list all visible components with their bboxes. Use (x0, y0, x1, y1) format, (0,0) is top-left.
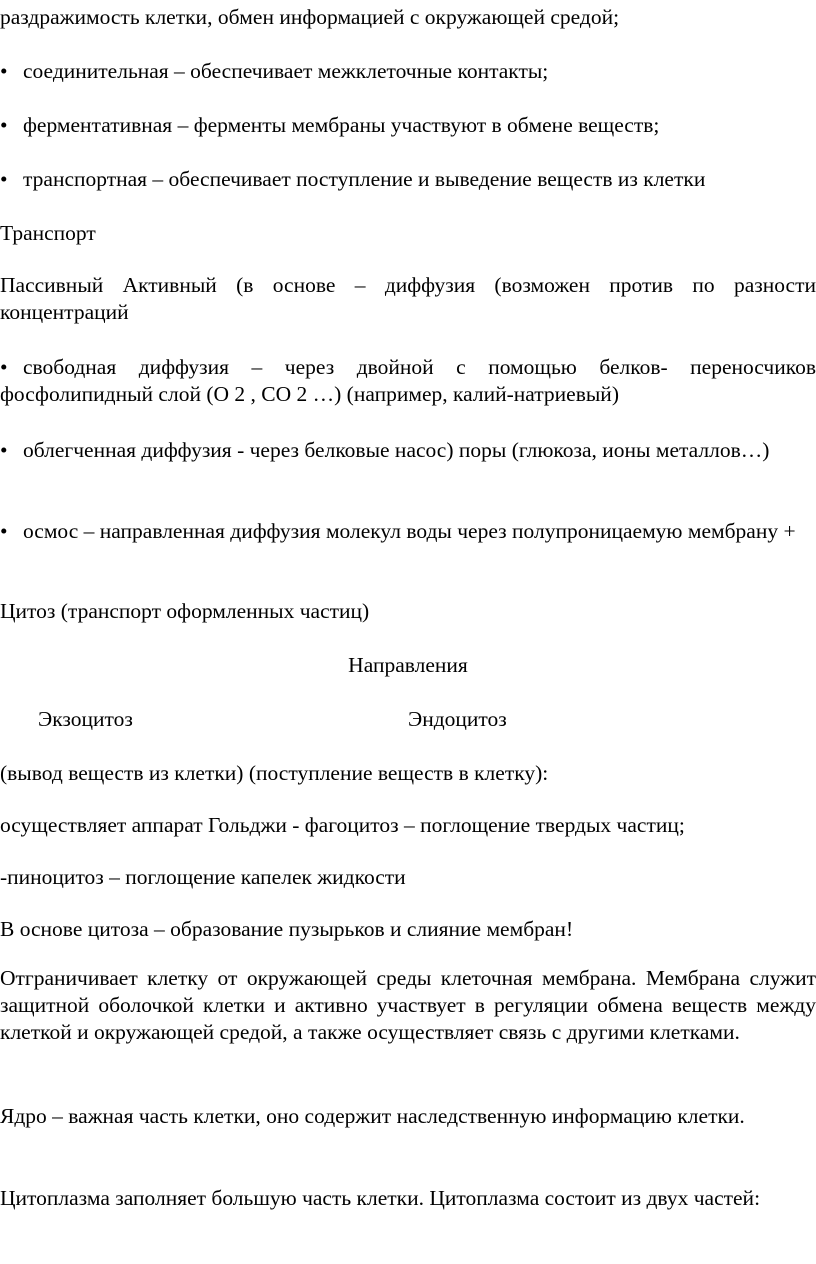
bullet-text: свободная диффузия – через двойной с помощью белков- переносчиков фосфолипидный слой (О 2 , СО 2 …) (например, калий-натриевый) (0, 355, 816, 406)
bullet-text: облегченная диффузия - через белковые насос) поры (глюкоза, ионы металлов…) (23, 438, 770, 462)
bullet-item (0, 437, 816, 464)
bullet-icon: • (0, 59, 8, 83)
bullet-text: ферментативная – ферменты мембраны участвуют в обмене веществ; (23, 113, 660, 137)
paragraph: Цитоплазма заполняет большую часть клетки. Цитоплазма состоит из двух частей: (0, 1186, 761, 1210)
column-right-label: Эндоцитоз (408, 707, 507, 731)
section-heading: Направления (348, 653, 468, 677)
bullet-item (0, 112, 816, 139)
bullet-icon: • (0, 113, 8, 137)
column-left-label: Экзоцитоз (38, 707, 133, 731)
bullet-text: осмос – направленная диффузия молекул воды через полупроницаемую мембрану + (23, 519, 796, 543)
bullet-text: транспортная – обеспечивает поступление и выведение веществ из клетки (23, 167, 706, 191)
paragraph: Ядро – важная часть клетки, оно содержит наследственную информацию клетки. (0, 1104, 745, 1128)
paragraph: (вывод веществ из клетки) (поступление веществ в клетку): (0, 761, 549, 785)
bullet-item (0, 518, 816, 545)
paragraph: Цитоз (транспорт оформленных частиц) (0, 599, 370, 623)
paragraph: раздражимость клетки, обмен информацией с окружающей средой; (0, 5, 620, 29)
paragraph: Пассивный Активный (в основе – диффузия (возможен против по разности концентраций (0, 273, 816, 324)
paragraph: -пиноцитоз – поглощение капелек жидкости (0, 865, 406, 889)
paragraph: осуществляет аппарат Гольджи - фагоцитоз – поглощение твердых частиц; (0, 813, 685, 837)
bullet-icon: • (0, 438, 8, 462)
bullet-text: соединительная – обеспечивает межклеточные контакты; (23, 59, 549, 83)
paragraph: В основе цитоза – образование пузырьков и слияние мембран! (0, 917, 574, 941)
paragraph: Транспорт (0, 221, 96, 245)
paragraph: Отграничивает клетку от окружающей среды клеточная мембрана. Мембрана служит защитной оболочкой клетки и активно участвует в регуляции обмена веществ между клеткой и окружающей средой, а также осуществляет связь с другими клетками. (0, 966, 816, 1044)
bullet-item (0, 58, 816, 85)
bullet-icon: • (0, 519, 8, 543)
bullet-item (0, 354, 816, 408)
bullet-icon: • (0, 355, 8, 379)
bullet-item (0, 166, 816, 193)
bullet-icon: • (0, 167, 8, 191)
